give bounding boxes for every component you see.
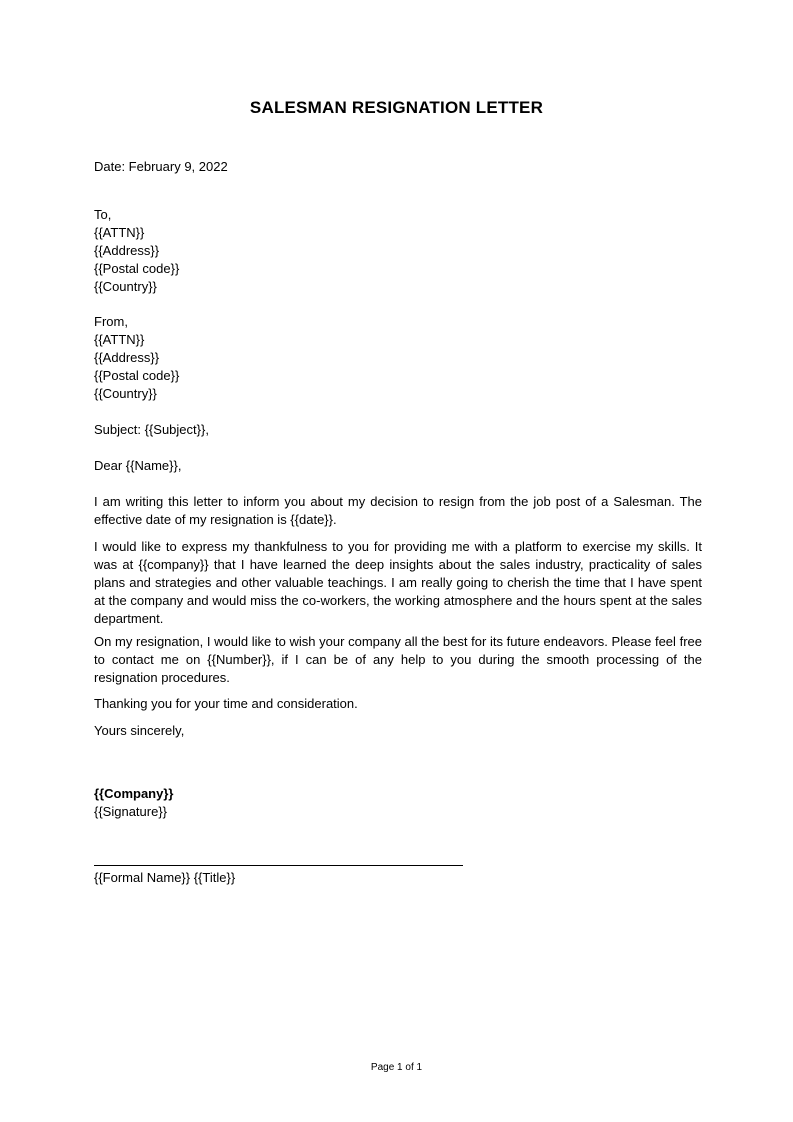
- body-paragraph-1: I am writing this letter to inform you about my decision to resign from the job post of a Salesman. The effective date of my resignation is {{date}}.: [94, 494, 702, 527]
- body-paragraph-2: I would like to express my thankfulness to you for providing me with a platform to exercise my skills. It was at {{company}} that I have learned the deep insights about the sales industry, practicality of sales plans and strategies and other valuable teachings. I am really going to cherish the time that I have spent at the company and would miss the co-workers, the working atmosphere and the hours spent at the sales department.: [94, 539, 702, 626]
- from-attn: {{ATTN}}: [94, 332, 145, 347]
- from-country: {{Country}}: [94, 386, 157, 401]
- formal-name-title: {{Formal Name}} {{Title}}: [94, 870, 236, 885]
- sender-address-block: [94, 313, 702, 403]
- body-paragraph-4: Thanking you for your time and consideration.: [94, 696, 358, 711]
- to-attn: {{ATTN}}: [94, 225, 145, 240]
- subject-line: Subject: {{Subject}},: [94, 422, 209, 437]
- body-paragraph-3: On my resignation, I would like to wish your company all the best for its future endeavors. Please feel free to contact me on {{Number}}, if I can be of any help to you during the smooth processing of the resignation procedures.: [94, 634, 702, 685]
- closing-line: Yours sincerely,: [94, 723, 185, 738]
- from-postal-code: {{Postal code}}: [94, 368, 180, 383]
- to-heading: To,: [94, 207, 112, 222]
- from-address: {{Address}}: [94, 350, 160, 365]
- document-title: SALESMAN RESIGNATION LETTER: [249, 98, 544, 117]
- date-line: Date: February 9, 2022: [94, 159, 228, 174]
- signature-line: [94, 865, 463, 866]
- from-heading: From,: [94, 314, 128, 329]
- to-postal-code: {{Postal code}}: [94, 261, 180, 276]
- company-name: {{Company}}: [94, 786, 174, 801]
- page-number-footer: Page 1 of 1: [370, 1062, 423, 1073]
- salutation: Dear {{Name}},: [94, 458, 182, 473]
- to-country: {{Country}}: [94, 279, 157, 294]
- recipient-address-block: [94, 206, 702, 296]
- signature-placeholder: {{Signature}}: [94, 804, 168, 819]
- to-address: {{Address}}: [94, 243, 160, 258]
